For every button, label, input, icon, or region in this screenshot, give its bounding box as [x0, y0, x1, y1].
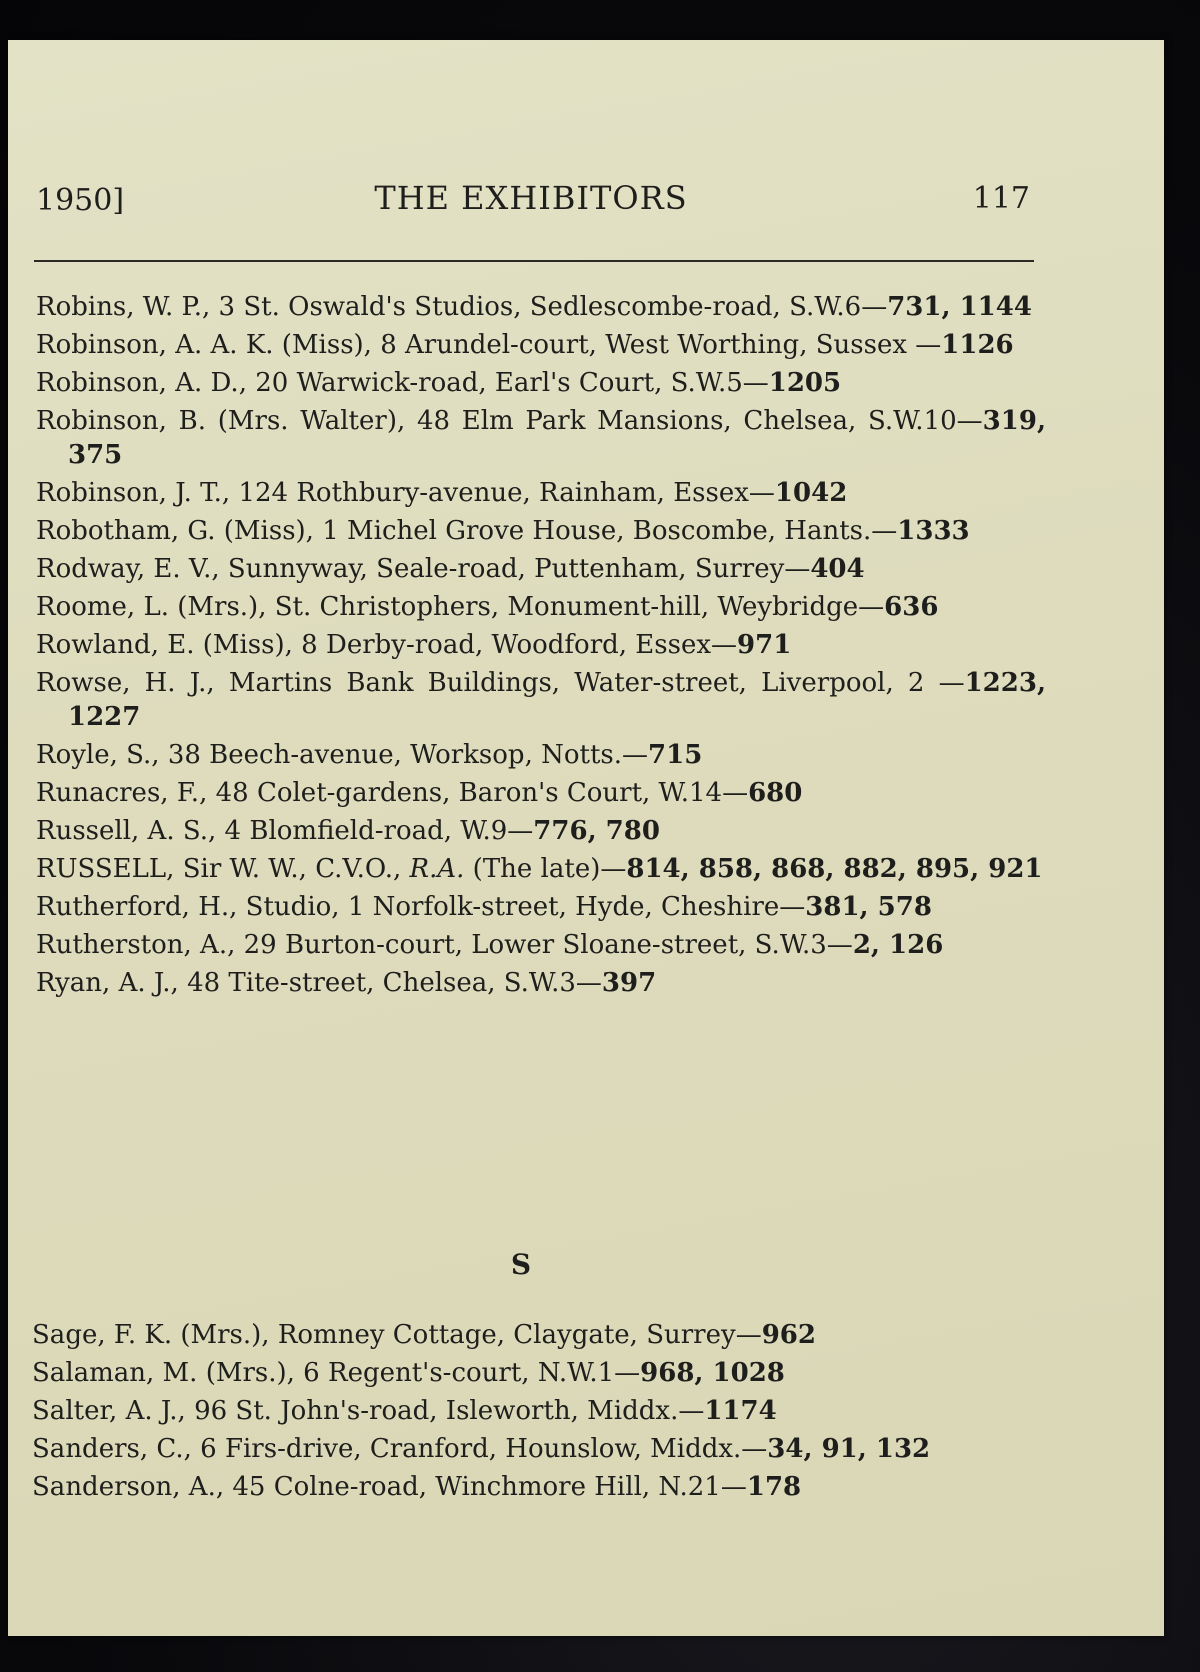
page-number: 117: [972, 181, 1030, 216]
running-header: [28, 175, 1034, 235]
book-page: [8, 40, 1164, 1636]
list-item: Ryan, A. J., 48 Tite-street, Chelsea, S.W.3—397: [36, 968, 657, 998]
list-item: Russell, A. S., 4 Blomfield-road, W.9—776, 780: [36, 816, 660, 846]
section-heading: S: [510, 1248, 532, 1281]
header-rule: [34, 260, 1034, 262]
list-item: Rodway, E. V., Sunnyway, Seale-road, Puttenham, Surrey—404: [36, 554, 865, 584]
list-item: Sanders, C., 6 Firs-drive, Cranford, Hounslow, Middx.—34, 91, 132: [32, 1434, 931, 1464]
list-item: Rutherford, H., Studio, 1 Norfolk-street, Hyde, Cheshire—381, 578: [36, 892, 932, 922]
list-item: Robinson, J. T., 124 Rothbury-avenue, Rainham, Essex—1042: [36, 478, 848, 508]
exhibitor-list-s: [32, 1318, 1042, 1508]
exhibitor-list-r: [36, 290, 1046, 1004]
list-item: Rowse, H. J., Martins Bank Buildings, Water-street, Liverpool, 2 —1223, 1227: [36, 668, 1046, 732]
page-title: THE EXHIBITORS: [374, 179, 688, 217]
list-item: Rutherston, A., 29 Burton-court, Lower Sloane-street, S.W.3—2, 126: [36, 930, 944, 960]
list-item: Runacres, F., 48 Colet-gardens, Baron's Court, W.14—680: [36, 778, 803, 808]
list-item: Robinson, B. (Mrs. Walter), 48 Elm Park Mansions, Chelsea, S.W.10—319, 375: [36, 406, 1046, 470]
list-item: RUSSELL, Sir W. W., C.V.O., R.A. (The late)—814, 858, 868, 882, 895, 921: [36, 854, 1043, 884]
list-item: Salaman, M. (Mrs.), 6 Regent's-court, N.W.1—968, 1028: [32, 1358, 785, 1388]
list-item: Rowland, E. (Miss), 8 Derby-road, Woodford, Essex—971: [36, 630, 792, 660]
list-item: Robinson, A. D., 20 Warwick-road, Earl's Court, S.W.5—1205: [36, 368, 842, 398]
list-item: Robotham, G. (Miss), 1 Michel Grove House, Boscombe, Hants.—1333: [36, 516, 970, 546]
header-year: 1950]: [36, 183, 125, 218]
list-item: Sanderson, A., 45 Colne-road, Winchmore Hill, N.21—178: [32, 1472, 802, 1502]
list-item: Sage, F. K. (Mrs.), Romney Cottage, Claygate, Surrey—962: [32, 1320, 816, 1350]
list-item: Robinson, A. A. K. (Miss), 8 Arundel-court, West Worthing, Sussex —1126: [36, 330, 1014, 360]
list-item: Robins, W. P., 3 St. Oswald's Studios, Sedlescombe-road, S.W.6—731, 1144: [36, 292, 1032, 322]
list-item: Roome, L. (Mrs.), St. Christophers, Monument-hill, Weybridge—636: [36, 592, 939, 622]
list-item: Royle, S., 38 Beech-avenue, Worksop, Notts.—715: [36, 740, 703, 770]
list-item: Salter, A. J., 96 St. John's-road, Isleworth, Middx.—1174: [32, 1396, 777, 1426]
